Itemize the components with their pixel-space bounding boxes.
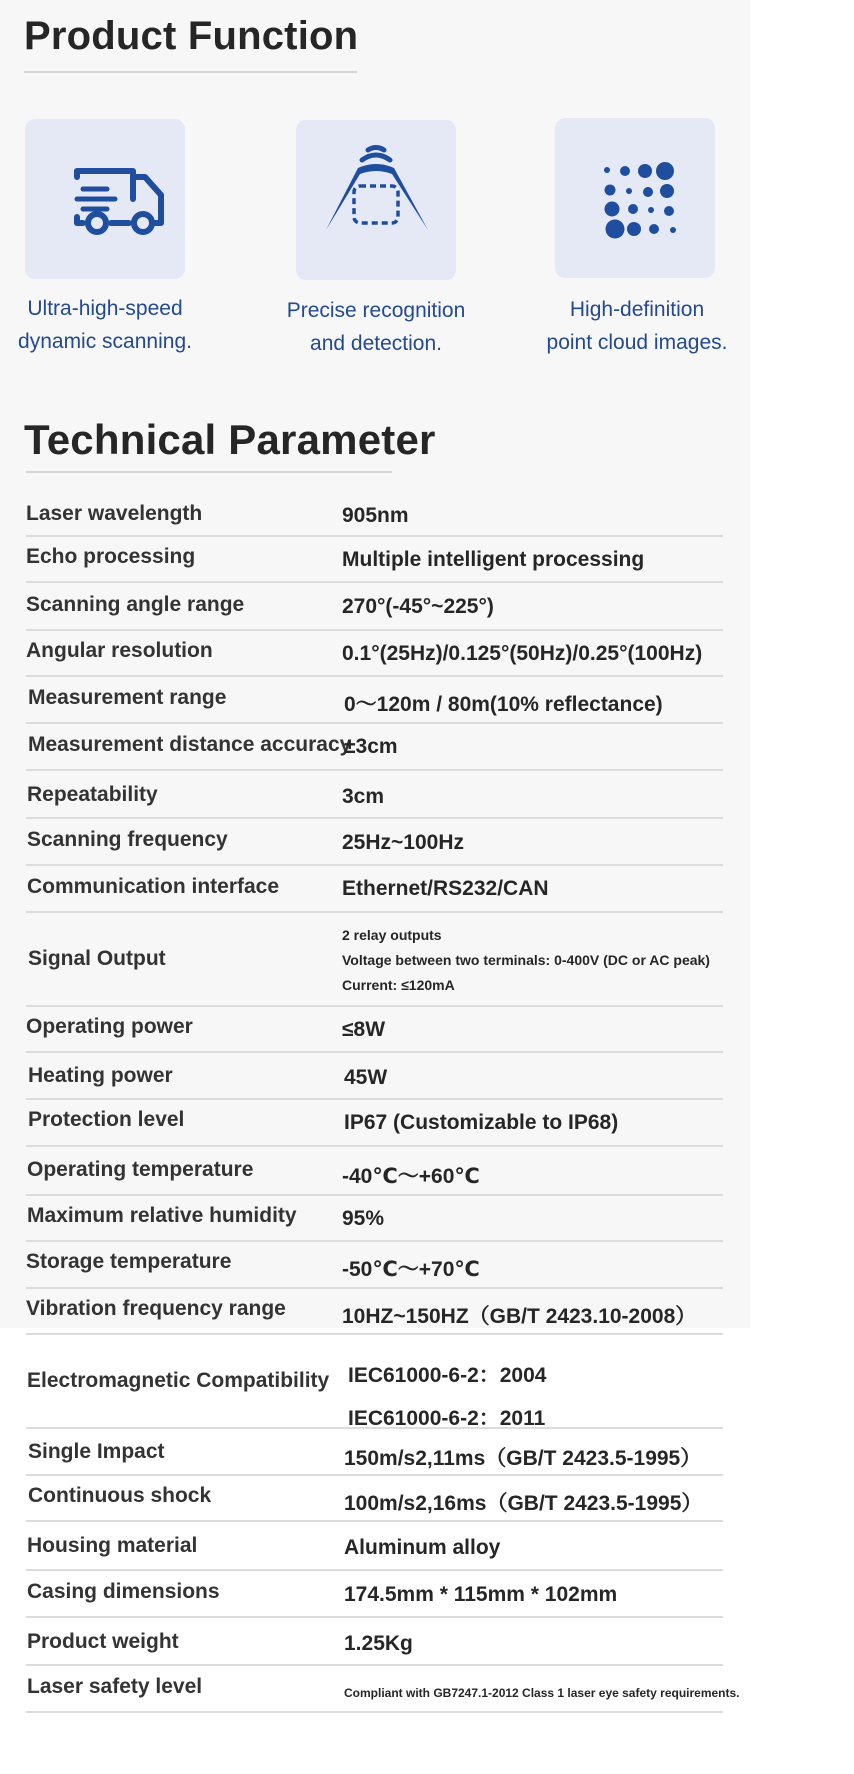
spec-row: Operating temperature -40℃～+60℃ xyxy=(26,1147,723,1196)
spec-row: Maximum relative humidity 95% xyxy=(26,1196,723,1242)
feature-card-point-cloud xyxy=(555,118,715,278)
product-function-title: Product Function xyxy=(24,14,359,58)
spec-row: Protection level IP67 (Customizable to IP68) xyxy=(26,1100,723,1147)
spec-row: Housing material Aluminum alloy xyxy=(26,1522,723,1571)
feature-caption-point-cloud: High-definition point cloud images. xyxy=(546,298,728,354)
feature-card-scanning xyxy=(25,119,185,279)
spec-row: Measurement distance accuracy ±3cm xyxy=(26,724,723,771)
feature-caption-scanning: Ultra-high-speed dynamic scanning. xyxy=(18,297,192,353)
spec-row: Storage temperature -50℃～+70℃ xyxy=(26,1242,723,1289)
spec-row: Signal Output 2 relay outputs Voltage between two terminals: 0-400V (DC or AC peak) Current: ≤120mA xyxy=(26,913,723,1007)
spec-row: Laser safety level Compliant with GB7247.1-2012 Class 1 laser eye safety requirements. xyxy=(26,1666,723,1713)
spec-row: Continuous shock 100m/s2,16ms（GB/T 2423.5-1995） xyxy=(26,1476,723,1522)
title-underline xyxy=(26,471,392,473)
spec-row: Vibration frequency range 10HZ~150HZ（GB/T 2423.10-2008） xyxy=(26,1289,723,1335)
spec-row: Product weight 1.25Kg xyxy=(26,1618,723,1666)
spec-row: Single Impact 150m/s2,11ms（GB/T 2423.5-1995） xyxy=(26,1429,723,1476)
spec-row: Repeatability 3cm xyxy=(26,771,723,819)
title-underline xyxy=(24,71,357,73)
spec-row: Electromagnetic Compatibility IEC61000-6-2：2004 IEC61000-6-2：2011 xyxy=(26,1335,723,1429)
spec-row: Communication interface Ethernet/RS232/CAN xyxy=(26,866,723,913)
spec-row: Measurement range 0～120m / 80m(10% reflectance) xyxy=(26,677,723,724)
spec-row: Echo processing Multiple intelligent processing xyxy=(26,537,723,583)
spec-row: Operating power ≤8W xyxy=(26,1007,723,1053)
spec-row: Scanning angle range 270°(-45°~225°) xyxy=(26,583,723,631)
spec-row: Angular resolution 0.1°(25Hz)/0.125°(50Hz)/0.25°(100Hz) xyxy=(26,631,723,677)
radar-detection-icon xyxy=(296,120,456,280)
fast-truck-icon xyxy=(25,119,185,279)
technical-parameter-title: Technical Parameter xyxy=(24,416,436,463)
spec-row: Scanning frequency 25Hz~100Hz xyxy=(26,819,723,866)
point-cloud-icon xyxy=(555,118,715,278)
spec-row: Heating power 45W xyxy=(26,1053,723,1100)
feature-caption-recognition: Precise recognition and detection. xyxy=(286,299,466,355)
spec-row: Casing dimensions 174.5mm * 115mm * 102mm xyxy=(26,1571,723,1618)
feature-card-recognition xyxy=(296,120,456,280)
spec-row: Laser wavelength 905nm xyxy=(26,490,723,537)
